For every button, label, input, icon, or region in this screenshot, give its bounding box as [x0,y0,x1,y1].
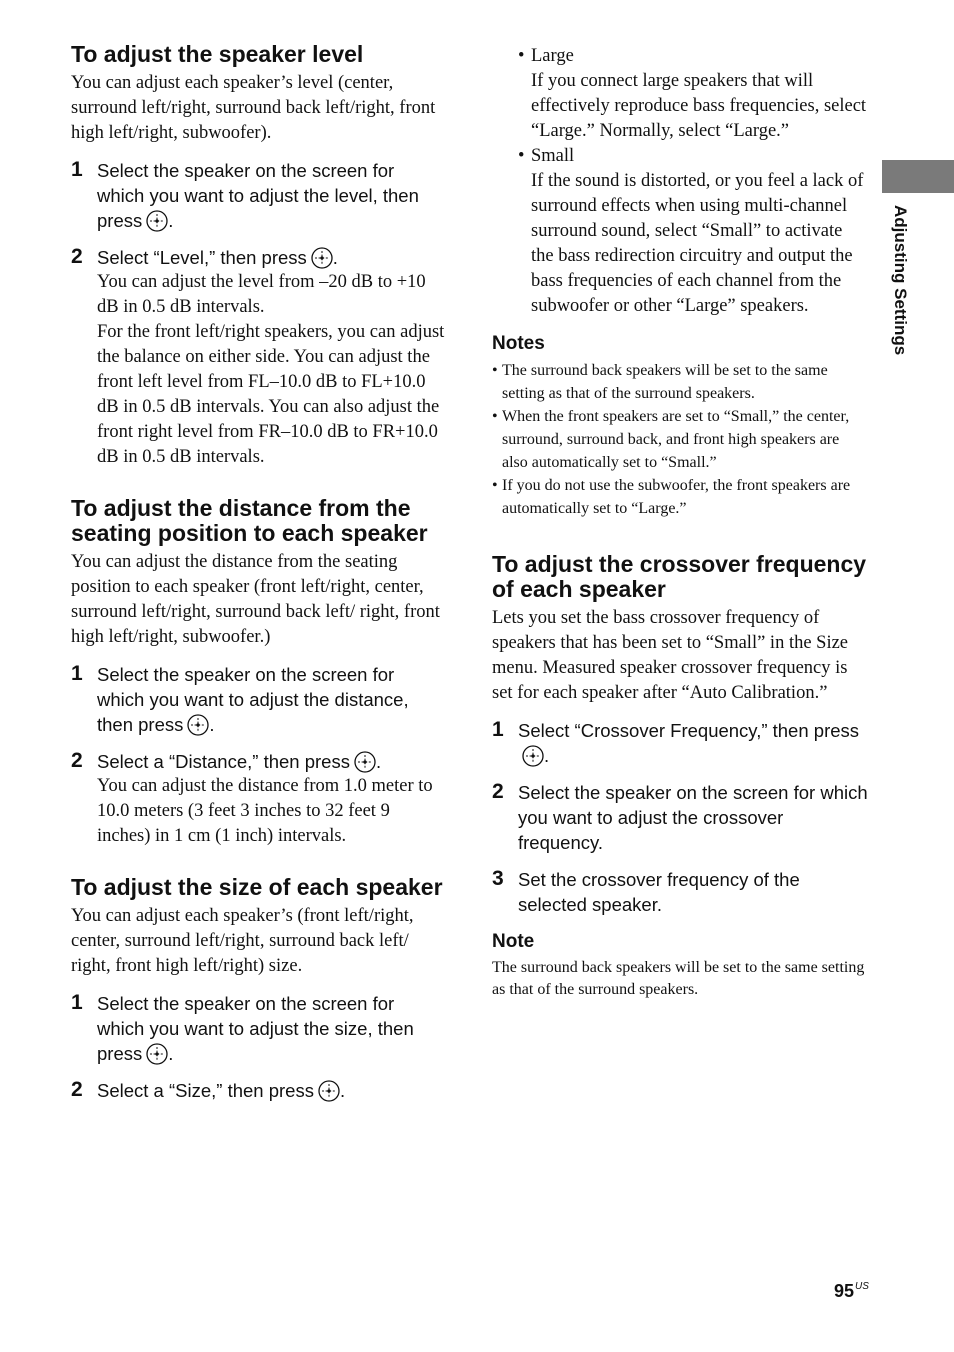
section-tab-marker [882,160,954,193]
step-instruction: Select “Crossover Frequency,” then press [518,720,860,741]
step-tail: . [339,1080,346,1101]
size-section [71,875,446,1103]
step-instruction: Select a “Size,” then press [97,1080,314,1101]
crossover-step-1 [492,718,868,768]
page-number-value: 95 [834,1281,855,1301]
step-instruction: Select a “Distance,” then press [97,751,350,772]
enter-button-icon [354,751,376,773]
step-instruction: Select the speaker on the screen for which you want to adjust the distance, then press [97,664,409,735]
step-number: 2 [71,245,83,268]
step-tail: . [168,210,174,231]
crossover-intro: Lets you set the bass crossover frequency of speakers that has been set to “Small” in the Size menu. Measured speaker crossover frequency is set for each speaker after “Auto Calibration.” [492,608,849,703]
size-option-description: If the sound is distorted, or you feel a lack of surround effects when using multi-channel surround sound, select “Small” to activate the bass redirection circuitry and output the bass frequencies of each channel from the subwoofer or other “Large” speakers. [531,171,864,316]
enter-button-icon [311,247,333,269]
notes-list [492,359,868,520]
note-item-text: The surround back speakers will be set to the same setting as that of the surround speakers. [502,362,828,402]
step-detail-balance: For the front left/right speakers, you can adjust the balance on either side. You can adjust the front left level from FL–10.0 dB to FL+10.0 dB in 0.5 dB intervals. You can also adjust the front right level from FR–10.0 dB to FR+10.0 dB in 0.5 dB intervals. [97,322,445,467]
distance-step-2 [71,749,446,849]
enter-button-icon [318,1080,340,1102]
step-number: 2 [71,749,83,772]
speaker-level-step-1 [71,158,446,233]
enter-button-icon [146,1043,168,1065]
speaker-level-intro: You can adjust each speaker’s level (center, surround left/right, surround back left/right, front high left/right, subwoofer). [71,73,436,143]
size-option-large [492,44,868,144]
size-option-name: Large [531,46,574,66]
note-item: • The surround back speakers will be set to the same setting as that of the surround speakers. [492,362,828,402]
step-detail: You can adjust the distance from 1.0 meter to 10.0 meters (3 feet 3 inches to 32 feet 9 inches) in 1 cm (1 inch) intervals. [97,776,433,846]
step-number: 3 [492,867,504,890]
size-heading: To adjust the size of each speaker [71,874,443,900]
speaker-level-heading: To adjust the speaker level [71,41,364,67]
right-column [492,44,868,1001]
notes-heading: Notes [492,333,545,354]
step-instruction: Select the speaker on the screen for which you want to adjust the crossover frequency. [518,782,868,853]
step-tail: . [375,751,382,772]
step-number: 1 [71,662,83,685]
enter-button-icon [187,714,209,736]
distance-section [71,496,446,849]
note-text: The surround back speakers will be set to the same setting as that of the surround speakers. [492,959,865,998]
notes-block [492,333,868,520]
crossover-heading: To adjust the crossover frequency of each speaker [492,551,867,602]
distance-intro: You can adjust the distance from the seating position to each speaker (front left/right, center, surround left/right, surround back left/ right, front high left/right, subwoofer.) [71,552,440,647]
step-tail: . [332,247,338,268]
step-instruction: Select the speaker on the screen for which you want to adjust the level, then press [97,160,419,231]
size-intro: You can adjust each speaker’s (front left/right, center, surround left/right, surround back left/ right, front high left/right) size. [71,906,414,976]
step-tail: . [168,1043,174,1064]
step-detail: You can adjust the level from –20 dB to +10 dB in 0.5 dB intervals. [97,272,426,317]
size-option-small [492,144,868,319]
note-item-text: When the front speakers are set to “Small,” the center, surround, surround back, and front high speakers are also automatically set to “Small.” [502,408,850,471]
step-number: 1 [71,158,83,181]
distance-heading: To adjust the distance from the seating position to each speaker [71,495,428,546]
bullet-dot: • [518,46,525,66]
step-number: 1 [71,991,83,1014]
enter-button-icon [146,210,168,232]
bullet-dot: • [518,146,525,166]
crossover-step-2 [492,780,868,855]
crossover-step-3 [492,867,868,917]
size-option-description: If you connect large speakers that will effectively reproduce bass frequencies, select “Large.” Normally, select “Large.” [531,71,867,141]
section-side-label-text: Adjusting Settings [891,205,910,356]
speaker-level-section [71,42,446,470]
section-side-label [886,205,916,395]
left-column [71,42,446,1103]
note-item: • When the front speakers are set to “Small,” the center, surround, surround back, and front high speakers are also automatically set to “Small.” [492,408,850,471]
step-instruction: Select “Level,” then press [97,247,307,268]
step-tail: . [209,714,215,735]
crossover-section [492,552,868,917]
step-tail: . [544,745,550,766]
note-block [492,931,868,1001]
size-option-name: Small [531,146,575,166]
page-region-mark: US [855,1281,869,1292]
enter-button-icon [522,745,544,767]
size-step-2 [71,1078,446,1103]
size-step-1 [71,991,446,1066]
step-instruction: Select the speaker on the screen for which you want to adjust the size, then press [97,993,414,1064]
note-item: • If you do not use the subwoofer, the front speakers are automatically set to “Large.” [492,477,851,517]
step-number: 2 [492,780,504,803]
distance-step-1 [71,662,446,737]
speaker-level-step-2 [71,245,446,470]
note-item-text: If you do not use the subwoofer, the front speakers are automatically set to “Large.” [502,477,851,517]
step-instruction: Set the crossover frequency of the selected speaker. [518,869,800,915]
step-number: 2 [71,1078,83,1101]
note-heading: Note [492,931,535,952]
step-number: 1 [492,718,504,741]
page-number [834,1281,869,1302]
